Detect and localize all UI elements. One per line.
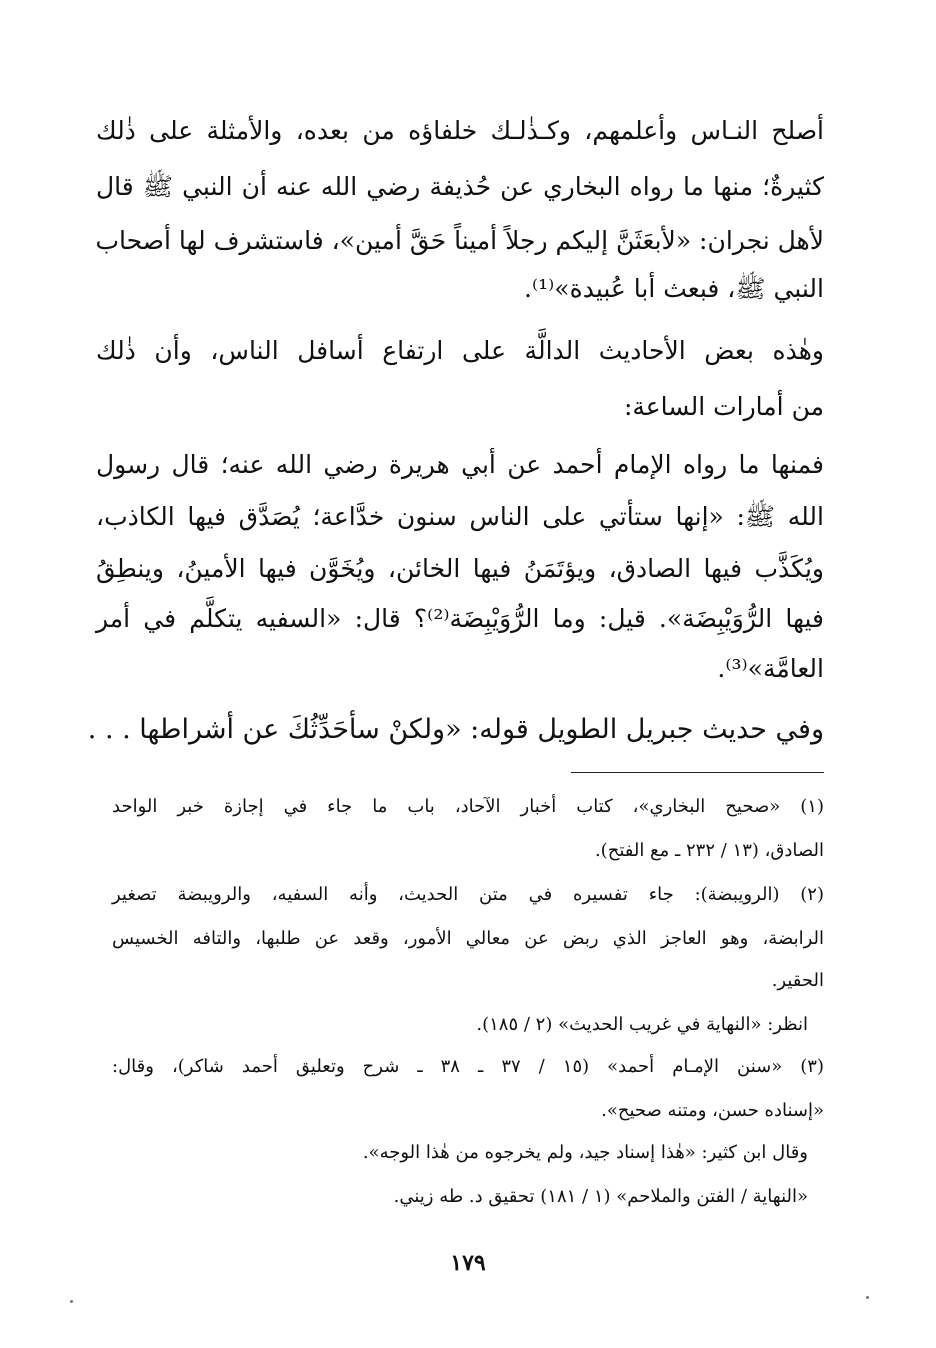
paragraph-1-line-4: النبي ﷺ، فبعث أبا عُبيدة»⁽¹⁾. [524, 274, 824, 303]
footnote-3-line-1: (٣) «سنن الإمـام أحمد» (١٥ / ٣٧ ـ ٣٨ ـ شرح وتعليق أحمد شاكر)، وقال: [112, 1056, 824, 1077]
paragraph-1-line-1: أصلح النـاس وأعلمهم، وكـذٰلـك خلفاؤه من بعده، والأمثلة على ذٰلك [96, 116, 824, 145]
footnote-2-line-3: الحقير. [771, 970, 824, 991]
footnote-2-line-1: (٢) (الرويبضة): جاء تفسيره في متن الحديث، وأنه السفيه، والرويبضة تصغير [112, 884, 824, 905]
scan-speck [866, 1296, 869, 1299]
paragraph-1-line-2: كثيرةٌ؛ منها ما رواه البخاري عن حُذيفة رضي الله عنه أن النبي ﷺ قال [96, 172, 824, 201]
paragraph-1-line-3: لأهل نجران: «لأبعَثَنَّ إليكم رجلاً أميناً حَقَّ أمين»، فاستشرف لها أصحاب [95, 226, 824, 255]
paragraph-3-line-1: فمنها ما رواه الإمام أحمد عن أبي هريرة رضي الله عنه؛ قال رسول [96, 450, 824, 479]
footnote-divider [571, 772, 824, 773]
paragraph-4-line-1: وفي حديث جبريل الطويل قوله: «ولكنْ سأحَدِّثُكَ عن أشراطها . . . [87, 714, 824, 745]
footnote-2-line-2: الرابضة، وهو العاجز الذي ربض عن معالي الأمور، وقعد عن طلبها، والتافه الخسيس [112, 928, 824, 949]
footnote-3-line-2: «إسناده حسن، ومتنه صحيح». [601, 1100, 824, 1121]
footnote-1-line-1: (١) «صحيح البخاري»، كتاب أخبار الآحاد، باب ما جاء في إجازة خبر الواحد [112, 796, 824, 817]
footnote-1-line-2: الصادق، (١٣ / ٢٣٢ ـ مع الفتح). [594, 840, 824, 861]
paragraph-2-line-1: وهٰذه بعض الأحاديث الدالَّة على ارتفاع أسافل الناس، وأن ذٰلك [96, 336, 824, 365]
paragraph-3-line-3: ويُكَذَّب فيها الصادق، ويؤتَمَنُ فيها الخائن، ويُخَوَّن فيها الأمينُ، وينطِقُ [96, 554, 824, 583]
scan-speck [70, 1300, 73, 1303]
footnote-3-ibn-kathir: وقال ابن كثير: «هٰذا إسناد جيد، ولم يخرجوه من هٰذا الوجه». [362, 1142, 808, 1163]
footnote-3-nihaya-reference: «النهاية / الفتن والملاحم» (١ / ١٨١) تحقيق د. طه زيني. [393, 1186, 808, 1207]
footnote-2-reference: انظر: «النهاية في غريب الحديث» (٢ / ١٨٥). [476, 1014, 808, 1035]
page-number: ١٧٩ [450, 1250, 486, 1276]
paragraph-3-line-4: فيها الرُّوَيْبِضَة». قيل: وما الرُّوَيْبِضَة⁽²⁾؟ قال: «السفيه يتكلَّم في أمر [96, 604, 824, 633]
paragraph-3-line-2: الله ﷺ: «إنها ستأتي على الناس سنون خدَّاعة؛ يُصَدَّق فيها الكاذب، [96, 502, 824, 531]
paragraph-3-line-5: العامَّة»⁽³⁾. [717, 654, 824, 683]
paragraph-2-line-2: من أمارات الساعة: [623, 392, 824, 421]
